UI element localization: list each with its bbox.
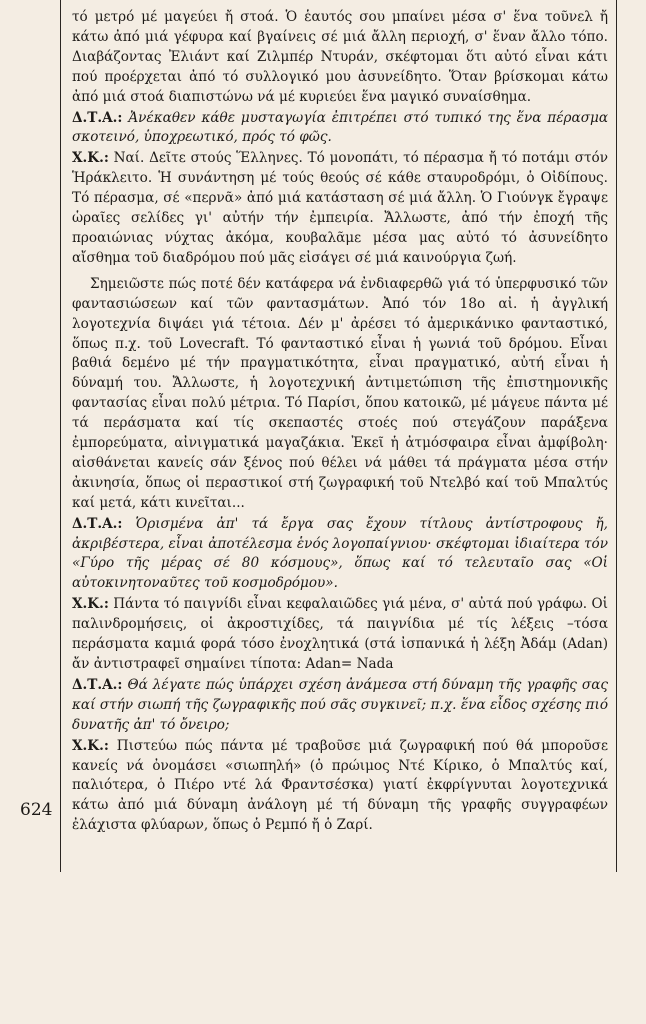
speaker-label: Χ.Κ.: bbox=[72, 150, 109, 167]
paragraph bbox=[72, 676, 608, 736]
speaker-label: Δ.Τ.Α.: bbox=[72, 109, 123, 126]
paragraph bbox=[72, 595, 608, 675]
speaker-label: Δ.Τ.Α.: bbox=[72, 676, 123, 693]
paragraph bbox=[72, 8, 608, 108]
paragraph-text: τό μετρό μέ μαγεύει ἤ στοά. Ὁ ἑαυτός σου μπαίνει μέσα σ' ἕνα τοῦνελ ἤ κάτω ἀπό μιά γέφυρα καί βγαίνεις σέ μιά ἄλλη περιοχή, σ' ἕναν ἄλλο τόπο. Διαβάζοντας Ἐλιάντ καί Ζιλμπέρ Ντυράν, σκέφτομαι ὅτι αὐτό εἶναι κάτι πού προέρχεται ἀπό τό συλλογικό μου ἀσυνείδητο. Ὅταν βρίσκομαι κάτω ἀπό μιά στοά διαπιστώνω νά μέ κυριεύει ἕνα μαγικό συναίσθημα. bbox=[72, 9, 608, 105]
paragraph bbox=[72, 737, 608, 837]
question-text: Ἀνέκαθεν κάθε μυσταγωγία ἐπιτρέπει στό τυπικό της ἕνα πέρασμα σκοτεινό, ὑποχρεωτικό, πρός τό φῶς. bbox=[72, 109, 608, 146]
left-margin-rule bbox=[60, 0, 61, 872]
speaker-label: Δ.Τ.Α.: bbox=[72, 515, 123, 532]
right-margin-rule bbox=[616, 0, 617, 872]
speaker-label: Χ.Κ.: bbox=[72, 737, 109, 754]
paragraph-text: Σημειῶστε πώς ποτέ δέν κατάφερα νά ἐνδιαφερθῶ γιά τό ὑπερφυσικό τῶν φαντασιώσεων καί τῶν φαντασμάτων. Ἀπό τόν 18ο αἰ. ἡ ἀγγλική λογοτεχνία διψάει γιά τέτοια. Δέν μ' ἀρέσει τό ἀμερικάνικο φανταστικό, ὅπως π.χ. τοῦ Lovecraft. Τό φανταστικό εἶναι ἡ γωνιά τοῦ δρόμου. Εἶναι βαθιά δεμένο μέ τήν πραγματικότητα, εἶναι πραγματικό, αὐτή εἶναι ἡ δύναμή του. Ἄλλωστε, ἡ λογοτεχνική ἀντιμετώπιση τῆς ἐπιστημονικῆς φαντασίας εἶναι πολύ μέτρια. Τό Παρίσι, ὅπου κατοικῶ, μέ μάγευε πάντα μέ τά περάσματα καί τίς σκεπαστές στοές πού στεγάζουν παράξενα ἐμπορεύματα, αἰνιγματικά μαγαζάκια. Ἐκεῖ ἡ ἀτμόσφαιρα εἶναι ἀμφίβολη· αἰσθάνεται κανείς σάν ξένος πού θέλει νά μάθει τά πράγματα μέσα στήν ἀκινησία, ὅπως οἱ περαστικοί στή ζωγραφική τοῦ Ντελβό καί τοῦ Μπαλτύς καί μετά, κάτι κινεῖται... bbox=[72, 275, 608, 511]
paragraph bbox=[72, 109, 608, 149]
speaker-label: Χ.Κ.: bbox=[72, 596, 109, 613]
paragraph-text: Πάντα τό παιγνίδι εἶναι κεφαλαιῶδες γιά μένα, σ' αὐτά πού γράφω. Οἱ παλινδρομήσεις, οἱ ἀκροστιχίδες, τά παιγνίδια μέ τίς λέξεις –τόσα περάσματα καμιά φορά τόσο ἐνοχλητικά (στά ἰσπανικά ἡ λέξη Ἀδάμ (Adan) ἄν ἀντιστραφεῖ σημαίνει τίποτα: Adan= Nada bbox=[72, 596, 608, 672]
paragraph bbox=[72, 515, 608, 595]
body-text bbox=[72, 8, 608, 837]
question-text: Θά λέγατε πώς ὑπάρχει σχέση ἀνάμεσα στή δύναμη τῆς γραφῆς σας καί στήν σιωπή τῆς ζωγραφικῆς πού σᾶς συγκινεῖ; π.χ. ἕνα εἶδος σχέσης πιό δυνατῆς ἀπ' τό ὄνειρο; bbox=[72, 676, 608, 733]
paragraph bbox=[72, 275, 608, 514]
page-number: 624 bbox=[20, 800, 53, 820]
paragraph-text: Πιστεύω πώς πάντα μέ τραβοῦσε μιά ζωγραφική πού θά μποροῦσε κανείς νά ὀνομάσει «σιωπηλή» (ὁ πρώιμος Ντέ Κίρικο, ὁ Μπαλτύς καί, παλιότερα, ὁ Πιέρο ντέ λά Φραντσέσκα) γιατί ἐκφρίγνυται λογοτεχνικά κάτω ἀπό μιά δύναμη ἀνάλογη μέ τή δύναμη τῆς γραφῆς συγγραφέων ἐλάχιστα φλύαρων, ὅπως ὁ Ρεμπό ἤ ὁ Ζαρί. bbox=[72, 737, 608, 834]
paragraph-text: Ναί. Δεῖτε στούς Ἕλληνες. Τό μονοπάτι, τό πέρασμα ἤ τό ποτάμι στόν Ἡράκλειτο. Ἡ συνάντηση μέ τούς θεούς σέ κάθε σταυροδρόμι, ὁ Οἰδίπους. Τό πέρασμα, σέ «περνᾶ» ἀπό μιά κατάσταση σέ μιά ἄλλη. Ὁ Γιούνγκ ἔγραψε ὡραῖες σελίδες γι' αὐτήν τήν ἐμπειρία. Ἄλλωστε, ἀπό τήν ἐποχή τῆς προαιώνιας νύχτας ἀκόμα, κουβαλᾶμε μέσα μας αὐτό τό ἀσυνείδητο αἴσθημα τοῦ διαδρόμου πού μᾶς εἰσάγει σέ μιά καινούργια ζωή. bbox=[72, 150, 609, 266]
paragraph bbox=[72, 149, 608, 268]
question-text: Ὁρισμένα ἀπ' τά ἔργα σας ἔχουν τίτλους ἀντίστροφους ἤ, ἀκριβέστερα, εἶναι ἀποτέλεσμα ἑνός λογοπαίγνιου· σκέφτομαι ἰδιαίτερα τόν «Γύρο τῆς μέρας σέ 80 κόσμους», ὅπως καί τό τελευταῖο σας «Οἱ αὐτοκινητοναῦτες τοῦ κοσμοδρόμου». bbox=[72, 515, 608, 592]
